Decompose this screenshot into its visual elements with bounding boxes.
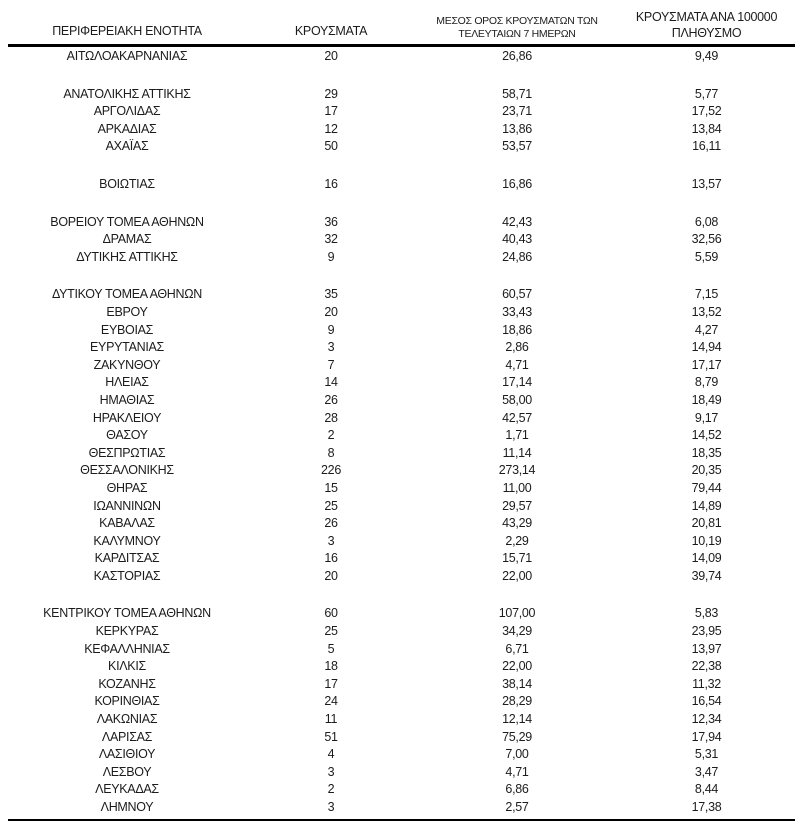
table-row [8,657,795,675]
cases-cell: 3 [327,764,335,779]
header-region [8,10,246,46]
avg7-cell: 12,14 [502,712,532,727]
spacer-cell [8,585,795,605]
region-cell: ΑΡΓΟΛΙΔΑΣ [93,104,161,119]
per100k-cell: 5,59 [694,249,719,264]
avg7-cell: 24,86 [502,249,532,264]
cases-cell: 28 [324,410,338,425]
table-row [8,798,795,820]
region-cell: ΗΛΕΙΑΣ [105,375,149,390]
header-avg7-line2: ΤΕΛΕΥΤΑΙΩΝ 7 ΗΜΕΡΩΝ [458,28,576,41]
cases-cell: 9 [327,322,335,337]
cases-cell: 226 [321,463,341,478]
spacer-cell [8,193,795,213]
header-region-label: ΠΕΡΙΦΕΡΕΙΑΚΗ ΕΝΟΤΗΤΑ [52,24,202,39]
per100k-cell: 18,35 [691,445,722,460]
per100k-cell: 7,15 [694,287,719,302]
per100k-cell: 13,84 [691,121,722,136]
per100k-cell: 22,38 [691,659,722,674]
avg7-cell: 22,00 [502,568,532,583]
cases-cell: 12 [324,121,338,136]
region-cell: ΚΑΒΑΛΑΣ [99,516,155,531]
cases-cell: 20 [324,49,338,64]
region-cell: ΘΗΡΑΣ [106,480,148,495]
region-cell: ΘΕΣΣΑΛΟΝΙΚΗΣ [80,463,174,478]
header-per100k [618,10,795,46]
header-row [8,10,795,46]
region-cell: ΕΥΡΥΤΑΝΙΑΣ [90,340,164,355]
region-cell: ΛΕΥΚΑΔΑΣ [95,782,159,797]
cases-cell: 15 [324,480,338,495]
header-avg7 [416,10,618,46]
per100k-cell: 17,17 [691,357,722,372]
cases-cell: 20 [324,568,338,583]
avg7-cell: 4,71 [505,357,529,372]
per100k-cell: 14,89 [691,498,722,513]
cases-cell: 2 [327,782,335,797]
table-row [8,120,795,138]
avg7-cell: 273,14 [498,463,536,478]
table-row [8,710,795,728]
per100k-cell: 14,09 [691,551,722,566]
region-cell: ΑΝΑΤΟΛΙΚΗΣ ΑΤΤΙΚΗΣ [63,86,191,101]
region-cell: ΚΕΝΤΡΙΚΟΥ ΤΟΜΕΑ ΑΘΗΝΩΝ [43,606,211,621]
cases-cell: 25 [324,498,338,513]
cases-cell: 18 [324,659,338,674]
region-cell: ΛΑΡΙΣΑΣ [101,729,153,744]
table-row [8,85,795,103]
avg7-cell: 40,43 [502,232,532,247]
avg7-cell: 23,71 [502,104,532,119]
table-row [8,175,795,193]
region-cell: ΔΥΤΙΚΗΣ ΑΤΤΙΚΗΣ [76,249,178,264]
avg7-cell: 38,14 [502,676,532,691]
table-row [8,138,795,156]
cases-cell: 20 [324,304,338,319]
region-cell: ΚΕΦΑΛΛΗΝΙΑΣ [84,641,170,656]
region-cell: ΕΒΡΟΥ [106,304,148,319]
cases-cell: 14 [324,375,338,390]
cases-cell: 16 [324,551,338,566]
table-row [8,532,795,550]
per100k-cell: 9,49 [694,49,719,64]
cases-cell: 25 [324,624,338,639]
table-row [8,462,795,480]
cases-cell: 50 [324,139,338,154]
region-cell: ΑΡΚΑΔΙΑΣ [97,121,157,136]
spacer-row [8,193,795,213]
cases-cell: 17 [324,104,338,119]
cases-cell: 36 [324,214,338,229]
region-cell: ΘΕΣΠΡΩΤΙΑΣ [88,445,166,460]
per100k-cell: 39,74 [691,568,722,583]
table-row [8,230,795,248]
avg7-cell: 28,29 [502,694,532,709]
per100k-cell: 23,95 [691,624,722,639]
table-row [8,763,795,781]
avg7-cell: 6,86 [505,782,529,797]
table-row [8,46,795,65]
table-row [8,426,795,444]
avg7-cell: 6,71 [505,641,529,656]
avg7-cell: 11,00 [502,480,532,495]
table-row [8,675,795,693]
cases-cell: 32 [324,232,338,247]
avg7-cell: 11,14 [502,445,532,460]
spacer-row [8,585,795,605]
region-cell: ΚΑΡΔΙΤΣΑΣ [94,551,160,566]
avg7-cell: 33,43 [502,304,532,319]
region-cell: ΘΑΣΟΥ [106,428,148,443]
table-row [8,781,795,799]
header-cases-label: ΚΡΟΥΣΜΑΤΑ [294,24,368,39]
cases-cell: 17 [324,676,338,691]
avg7-cell: 2,57 [505,800,529,815]
table-row [8,567,795,585]
header-avg7-line1: ΜΕΣΟΣ ΟΡΟΣ ΚΡΟΥΣΜΑΤΩΝ ΤΩΝ [436,15,598,27]
table-row [8,745,795,763]
cases-cell: 24 [324,694,338,709]
spacer-cell [8,65,795,85]
per100k-cell: 10,19 [691,533,722,548]
per100k-cell: 14,52 [691,428,722,443]
cases-cell: 3 [327,533,335,548]
table-row [8,286,795,304]
per100k-cell: 20,35 [691,463,722,478]
per100k-cell: 20,81 [691,516,722,531]
per100k-cell: 14,94 [691,340,722,355]
region-cell: ΖΑΚΥΝΘΟΥ [93,357,161,372]
per100k-cell: 17,38 [691,800,722,815]
avg7-cell: 42,43 [502,214,532,229]
per100k-cell: 3,47 [694,764,719,779]
cases-cell: 5 [327,641,335,656]
spacer-row [8,266,795,286]
regional-cases-table [8,10,795,821]
per100k-cell: 13,57 [691,177,722,192]
spacer-row [8,155,795,175]
avg7-cell: 2,29 [505,533,529,548]
avg7-cell: 58,00 [502,392,532,407]
avg7-cell: 53,57 [502,139,532,154]
per100k-cell: 17,52 [691,104,722,119]
header-cases [246,10,416,46]
region-cell: ΛΗΜΝΟΥ [100,800,154,815]
table-row [8,622,795,640]
avg7-cell: 2,86 [505,340,529,355]
region-cell: ΚΑΣΤΟΡΙΑΣ [93,568,161,583]
avg7-cell: 29,57 [502,498,532,513]
table-row [8,640,795,658]
per100k-cell: 32,56 [691,232,722,247]
per100k-cell: 5,83 [694,606,719,621]
cases-cell: 9 [327,249,335,264]
region-cell: ΗΡΑΚΛΕΙΟΥ [92,410,162,425]
region-cell: ΒΟΡΕΙΟΥ ΤΟΜΕΑ ΑΘΗΝΩΝ [50,214,204,229]
table-row [8,605,795,623]
cases-cell: 4 [327,747,335,762]
per100k-cell: 18,49 [691,392,722,407]
per100k-cell: 5,31 [694,747,719,762]
per100k-cell: 13,52 [691,304,722,319]
avg7-cell: 15,71 [502,551,532,566]
per100k-cell: 79,44 [691,480,722,495]
cases-cell: 29 [324,86,338,101]
per100k-cell: 16,11 [692,139,721,154]
table-row [8,550,795,568]
region-cell: ΛΑΣΙΘΙΟΥ [98,747,156,762]
region-cell: ΑΙΤΩΛΟΑΚΑΡΝΑΝΙΑΣ [66,49,188,64]
region-cell: ΚΕΡΚΥΡΑΣ [95,624,159,639]
spacer-row [8,65,795,85]
region-cell: ΕΥΒΟΙΑΣ [100,322,154,337]
region-cell: ΔΥΤΙΚΟΥ ΤΟΜΕΑ ΑΘΗΝΩΝ [51,287,203,302]
avg7-cell: 13,86 [502,121,532,136]
cases-cell: 51 [324,729,338,744]
table-body [8,46,795,820]
cases-cell: 16 [324,177,338,192]
region-cell: ΛΑΚΩΝΙΑΣ [96,712,158,727]
spacer-cell [8,155,795,175]
avg7-cell: 22,00 [502,659,532,674]
per100k-cell: 6,08 [694,214,719,229]
region-cell: ΛΕΣΒΟΥ [102,764,152,779]
table-row [8,303,795,321]
table-row [8,728,795,746]
table-row [8,338,795,356]
header-per100k-line1: ΚΡΟΥΣΜΑΤΑ ΑΝΑ 100000 [635,10,778,24]
table-row [8,444,795,462]
region-cell: ΗΜΑΘΙΑΣ [99,392,155,407]
avg7-cell: 16,86 [502,177,532,192]
cases-cell: 7 [327,357,335,372]
cases-cell: 3 [327,800,335,815]
table-row [8,409,795,427]
per100k-cell: 17,94 [691,729,722,744]
avg7-cell: 58,71 [502,86,532,101]
table-row [8,374,795,392]
avg7-cell: 43,29 [502,516,532,531]
table-row [8,497,795,515]
region-cell: ΚΟΖΑΝΗΣ [98,676,156,691]
table-row [8,248,795,266]
per100k-cell: 12,34 [691,712,722,727]
avg7-cell: 42,57 [502,410,532,425]
region-cell: ΑΧΑΪΑΣ [105,139,149,154]
cases-cell: 2 [327,428,335,443]
avg7-cell: 18,86 [502,322,532,337]
spacer-cell [8,266,795,286]
per100k-cell: 5,77 [694,86,719,101]
per100k-cell: 8,44 [694,782,719,797]
region-cell: ΙΩΑΝΝΙΝΩΝ [93,498,161,513]
avg7-cell: 60,57 [502,287,532,302]
avg7-cell: 107,00 [498,606,536,621]
cases-cell: 26 [324,392,338,407]
table-row [8,514,795,532]
per100k-cell: 8,79 [694,375,719,390]
per100k-cell: 11,32 [692,676,721,691]
cases-cell: 3 [327,340,335,355]
header-per100k-line2: ΠΛΗΘΥΣΜΟ [671,25,742,40]
avg7-cell: 26,86 [502,49,532,64]
per100k-cell: 16,54 [691,694,722,709]
per100k-cell: 9,17 [694,410,719,425]
region-cell: ΔΡΑΜΑΣ [102,232,152,247]
region-cell: ΚΟΡΙΝΘΙΑΣ [94,694,160,709]
avg7-cell: 7,00 [505,747,529,762]
cases-cell: 35 [324,287,338,302]
table-header [8,10,795,46]
cases-cell: 8 [327,445,335,460]
region-cell: ΒΟΙΩΤΙΑΣ [99,177,155,192]
per100k-cell: 13,97 [691,641,722,656]
avg7-cell: 1,71 [505,428,529,443]
table-row [8,693,795,711]
region-cell: ΚΑΛΥΜΝΟΥ [93,533,161,548]
avg7-cell: 4,71 [505,764,529,779]
avg7-cell: 34,29 [502,624,532,639]
avg7-cell: 75,29 [502,729,532,744]
table-row [8,102,795,120]
avg7-cell: 17,14 [502,375,532,390]
table-row [8,321,795,339]
cases-cell: 60 [324,606,338,621]
table-row [8,213,795,231]
cases-cell: 11 [324,712,338,727]
cases-cell: 26 [324,516,338,531]
region-cell: ΚΙΛΚΙΣ [108,659,146,674]
table-row [8,356,795,374]
per100k-cell: 4,27 [694,322,719,337]
table-row [8,479,795,497]
table-row [8,391,795,409]
